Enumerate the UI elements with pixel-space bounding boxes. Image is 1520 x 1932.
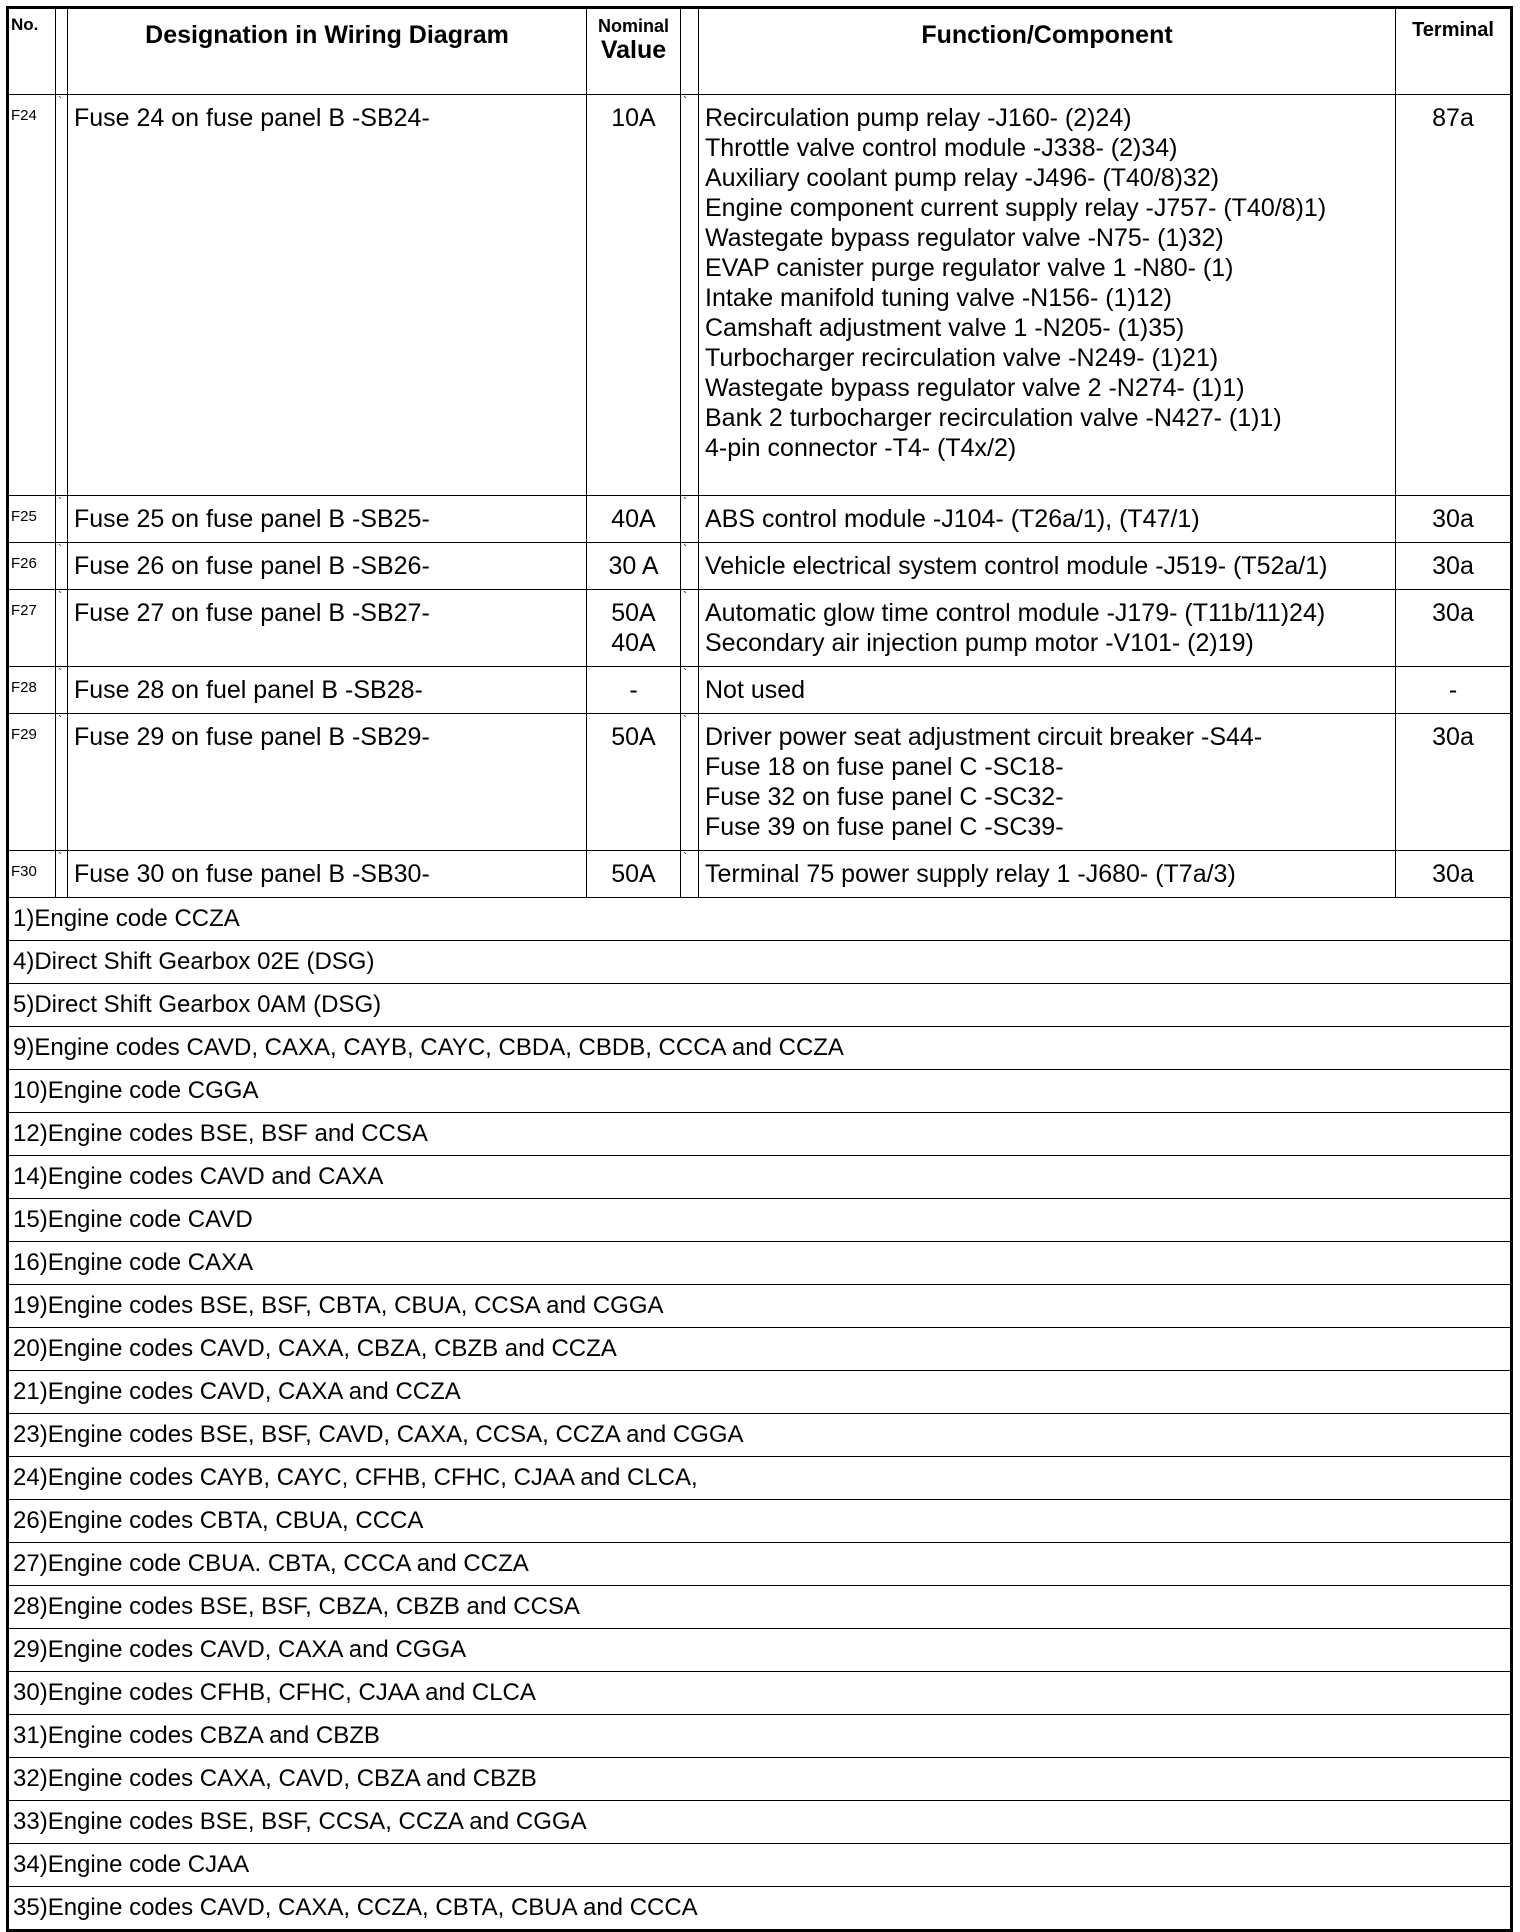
nominal-value [587,95,681,496]
footnote-row [8,1629,1512,1672]
footnote-row [8,1199,1512,1242]
nominal-value-line: 30 A [608,552,659,580]
footnote-row [8,1715,1512,1758]
function-component [699,851,1396,898]
function-line: ABS control module -J104- (T26a/1), (T47/1) [705,505,1200,533]
footnote-row [8,941,1512,984]
function-line: Recirculation pump relay -J160- (2)24) [705,104,1132,132]
function-line: Vehicle electrical system control module -J519- (T52a/1) [705,552,1328,580]
function-line: Wastegate bypass regulator valve 2 -N274- (1)1) [705,374,1245,402]
function-line: Throttle valve control module -J338- (2)34) [705,134,1178,162]
fuse-number: F25 [8,496,56,543]
function-line: 4-pin connector -T4- (T4x/2) [705,434,1017,462]
function-line: Engine component current supply relay -J757- (T40/8)1) [705,194,1327,222]
footnote-row [8,1070,1512,1113]
function-line: Fuse 39 on fuse panel C -SC39- [705,813,1064,841]
footnote-row [8,1027,1512,1070]
spacer-cell [681,851,699,898]
spacer-cell [56,95,68,496]
footnote-row [8,1414,1512,1457]
header-function: Function/Component [699,8,1396,95]
function-line: Auxiliary coolant pump relay -J496- (T40/8)32) [705,164,1220,192]
function-line: Fuse 18 on fuse panel C -SC18- [705,753,1064,781]
header-nominal-bottom: Value [600,35,667,64]
footnote: 27)Engine code CBUA. CBTA, CCCA and CCZA [8,1543,1512,1586]
footnote: 5)Direct Shift Gearbox 0AM (DSG) [8,984,1512,1027]
fuse-number: F27 [8,590,56,667]
nominal-value-line: 10A [611,104,656,132]
fuse-table-document [6,6,1510,1932]
footnote: 32)Engine codes CAXA, CAVD, CBZA and CBZB [8,1758,1512,1801]
header-nominal-top: Nominal [597,16,669,36]
nominal-value [587,667,681,714]
spacer-cell [681,543,699,590]
nominal-value [587,851,681,898]
header-row [8,8,1512,95]
function-line: Wastegate bypass regulator valve -N75- (1)32) [705,224,1224,252]
footnote: 35)Engine codes CAVD, CAXA, CCZA, CBTA, CBUA and CCCA [8,1887,1512,1931]
footnote: 20)Engine codes CAVD, CAXA, CBZA, CBZB and CCZA [8,1328,1512,1371]
footnote-row [8,1156,1512,1199]
table-row [8,543,1512,590]
spacer-cell [681,590,699,667]
footnote: 23)Engine codes BSE, BSF, CAVD, CAXA, CCSA, CCZA and CGGA [8,1414,1512,1457]
footnote-row [8,1801,1512,1844]
table-row [8,95,1512,496]
function-line: Not used [705,676,806,704]
footnote-row [8,984,1512,1027]
nominal-value-line: - [629,676,638,704]
terminal: 30a [1396,590,1512,667]
fuse-rows [8,95,1512,898]
fuse-table [6,6,1513,1932]
footnote-row [8,1758,1512,1801]
fuse-designation: Fuse 24 on fuse panel B -SB24- [68,95,587,496]
terminal: 30a [1396,543,1512,590]
footnote: 31)Engine codes CBZA and CBZB [8,1715,1512,1758]
footnote-row [8,1457,1512,1500]
function-component [699,714,1396,851]
table-row [8,590,1512,667]
function-line: Bank 2 turbocharger recirculation valve -N427- (1)1) [705,404,1282,432]
footnote-row [8,1543,1512,1586]
footnote: 12)Engine codes BSE, BSF and CCSA [8,1113,1512,1156]
footnote-row [8,1500,1512,1543]
footnote-row [8,1242,1512,1285]
fuse-number: F26 [8,543,56,590]
nominal-value [587,543,681,590]
nominal-value-line: 50A [611,723,656,751]
terminal: 87a [1396,95,1512,496]
footnotes [8,898,1512,1931]
footnote: 34)Engine code CJAA [8,1844,1512,1887]
function-component [699,496,1396,543]
header-terminal: Terminal [1396,8,1512,95]
footnote-row [8,898,1512,941]
fuse-designation: Fuse 30 on fuse panel B -SB30- [68,851,587,898]
fuse-designation: Fuse 28 on fuel panel B -SB28- [68,667,587,714]
function-component [699,543,1396,590]
footnote-row [8,1113,1512,1156]
spacer-cell [681,714,699,851]
nominal-value-line: 40A [611,505,656,533]
footnote: 21)Engine codes CAVD, CAXA and CCZA [8,1371,1512,1414]
spacer-cell [56,714,68,851]
footnote: 24)Engine codes CAYB, CAYC, CFHB, CFHC, CJAA and CLCA, [8,1457,1512,1500]
footnote-row [8,1328,1512,1371]
function-component [699,95,1396,496]
footnote: 1)Engine code CCZA [8,898,1512,941]
function-line: Intake manifold tuning valve -N156- (1)12) [705,284,1172,312]
nominal-value-line: 40A [611,629,656,657]
spacer-cell [56,667,68,714]
spacer-cell [681,95,699,496]
spacer-cell [56,590,68,667]
function-line: Terminal 75 power supply relay 1 -J680- (T7a/3) [705,860,1236,888]
function-line: Automatic glow time control module -J179- (T11b/11)24) [705,599,1326,627]
fuse-number: F24 [8,95,56,496]
header-nominal-value [587,8,681,95]
header-designation: Designation in Wiring Diagram [68,8,587,95]
footnote-row [8,1672,1512,1715]
terminal: 30a [1396,714,1512,851]
fuse-designation: Fuse 26 on fuse panel B -SB26- [68,543,587,590]
footnote-row [8,1887,1512,1931]
footnote: 15)Engine code CAVD [8,1199,1512,1242]
terminal: 30a [1396,496,1512,543]
fuse-number: F30 [8,851,56,898]
footnote: 14)Engine codes CAVD and CAXA [8,1156,1512,1199]
footnote: 19)Engine codes BSE, BSF, CBTA, CBUA, CCSA and CGGA [8,1285,1512,1328]
fuse-designation: Fuse 29 on fuse panel B -SB29- [68,714,587,851]
spacer-cell [681,667,699,714]
table-row [8,851,1512,898]
function-line: EVAP canister purge regulator valve 1 -N80- (1) [705,254,1234,282]
function-line: Turbocharger recirculation valve -N249- (1)21) [705,344,1219,372]
function-line: Camshaft adjustment valve 1 -N205- (1)35) [705,314,1185,342]
fuse-designation: Fuse 25 on fuse panel B -SB25- [68,496,587,543]
footnote: 33)Engine codes BSE, BSF, CCSA, CCZA and CGGA [8,1801,1512,1844]
nominal-value [587,496,681,543]
footnote: 16)Engine code CAXA [8,1242,1512,1285]
footnote: 10)Engine code CGGA [8,1070,1512,1113]
footnote-row [8,1371,1512,1414]
function-line: Fuse 32 on fuse panel C -SC32- [705,783,1064,811]
footnote: 26)Engine codes CBTA, CBUA, CCCA [8,1500,1512,1543]
row-padding [705,463,1389,487]
function-component [699,590,1396,667]
fuse-number: F29 [8,714,56,851]
fuse-number: F28 [8,667,56,714]
terminal: - [1396,667,1512,714]
function-line: Driver power seat adjustment circuit breaker -S44- [705,723,1263,751]
footnote: 4)Direct Shift Gearbox 02E (DSG) [8,941,1512,984]
spacer-cell [56,543,68,590]
header-spacer [56,8,68,95]
nominal-value [587,590,681,667]
function-line: Secondary air injection pump motor -V101- (2)19) [705,629,1254,657]
nominal-value [587,714,681,851]
footnote-row [8,1285,1512,1328]
footnote-row [8,1586,1512,1629]
nominal-value-line: 50A [611,599,656,627]
header-spacer [681,8,699,95]
footnote: 30)Engine codes CFHB, CFHC, CJAA and CLCA [8,1672,1512,1715]
spacer-cell [56,496,68,543]
table-row [8,714,1512,851]
table-row [8,667,1512,714]
footnote: 29)Engine codes CAVD, CAXA and CGGA [8,1629,1512,1672]
fuse-designation: Fuse 27 on fuse panel B -SB27- [68,590,587,667]
nominal-value-line: 50A [611,860,656,888]
terminal: 30a [1396,851,1512,898]
function-component [699,667,1396,714]
spacer-cell [681,496,699,543]
footnote-row [8,1844,1512,1887]
footnote: 28)Engine codes BSE, BSF, CBZA, CBZB and CCSA [8,1586,1512,1629]
footnote: 9)Engine codes CAVD, CAXA, CAYB, CAYC, CBDA, CBDB, CCCA and CCZA [8,1027,1512,1070]
spacer-cell [56,851,68,898]
table-row [8,496,1512,543]
header-no: No. [8,8,56,95]
